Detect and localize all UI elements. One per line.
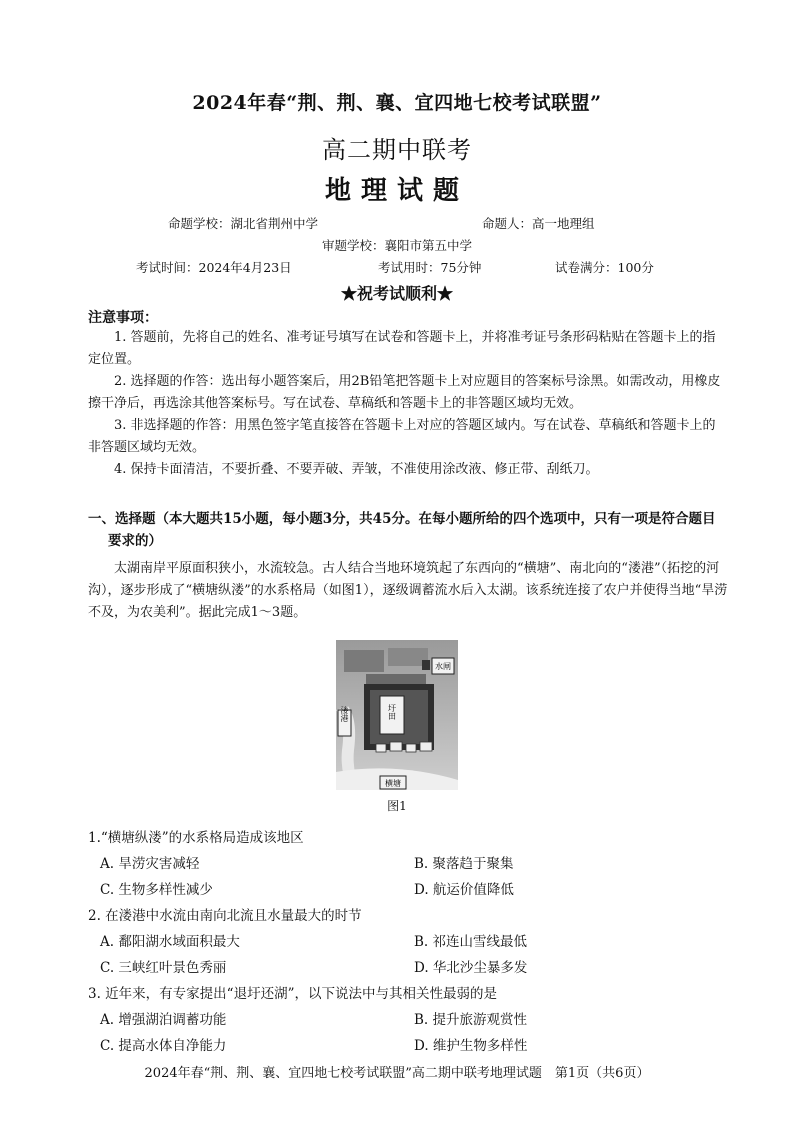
exam-subtitle: 高二期中联考 (322, 136, 472, 164)
figure-1-svg (336, 640, 458, 790)
question-3-option-d[interactable]: D. 维护生物多样性 (414, 1038, 528, 1054)
page-footer: 2024年春“荆、荆、襄、宜四地七校考试联盟”高二期中联考地理试题 第1页（共6页） (144, 1066, 650, 1081)
exam-duration: 考试用时：75分钟 (378, 260, 482, 275)
question-1-option-a[interactable]: A. 旱涝灾害减轻 (100, 856, 200, 872)
subject-title: 地理试题 (324, 176, 469, 206)
question-3-stem: 3. 近年来，有专家提出“退圩还湖”，以下说法中与其相关性最弱的是 (88, 986, 497, 1002)
setter-person: 命题人：高一地理组 (482, 216, 595, 231)
note-item-3: 3. 非选择题的作答：用黑色签字笔直接答在答题卡上对应的答题区域内。写在试卷、草稿纸和答题卡上的非答题区域均无效。 (88, 418, 716, 455)
house-4 (420, 742, 432, 751)
note-item-4: 4. 保持卡面清洁，不要折叠、不要弄破、弄皱，不准使用涂改液、修正带、刮纸刀。 (114, 462, 599, 477)
label-field: 圩田 (387, 704, 397, 720)
question-stem-passage: 太湖南岸平原面积狭小，水流较急。古人结合当地环境筑起了东西向的“横塘”、南北向的“溇港”（拓挖的河沟），逐步形成了“横塘纵溇”的水系格局（如图1），逐级调蓄流水后入太湖。该系统连接了农户并使得当地“旱涝不及，为农美利”。据此完成1～3题。 (88, 561, 728, 620)
label-sluice: 水闸 (435, 662, 451, 671)
review-school: 审题学校：襄阳市第五中学 (321, 238, 472, 253)
question-1-stem: 1.“横塘纵溇”的水系格局造成该地区 (88, 830, 304, 846)
question-2-option-c[interactable]: C. 三峡红叶景色秀丽 (100, 960, 227, 976)
house-2 (390, 742, 402, 751)
question-3-option-b[interactable]: B. 提升旅游观赏性 (414, 1012, 528, 1028)
good-luck-banner: ★祝考试顺利★ (340, 284, 453, 303)
figure-caption: 图1 (387, 799, 407, 813)
exam-alliance-title: 2024年春“荆、荆、襄、宜四地七校考试联盟” (192, 92, 602, 114)
full-score: 试卷满分：100分 (555, 260, 654, 275)
notes-heading: 注意事项： (88, 310, 158, 326)
question-2-stem: 2. 在溇港中水流由南向北流且水量最大的时节 (88, 908, 362, 924)
section-heading-line1: 一、选择题（本大题共15小题，每小题3分，共45分。在每小题所给的四个选项中，只有一项是符合题目 (88, 511, 716, 527)
section-heading (88, 508, 728, 552)
question-2-option-b[interactable]: B. 祁连山雪线最低 (414, 934, 528, 950)
label-hengtang: 横塘 (385, 779, 401, 788)
setter-school: 命题学校：湖北省荆州中学 (168, 216, 319, 231)
label-lougang: 溇港 (340, 706, 349, 722)
question-2-option-a[interactable]: A. 鄱阳湖水域面积最大 (100, 934, 240, 950)
note-item-1: 1. 答题前，先将自己的姓名、准考证号填写在试卷和答题卡上，并将准考证号条形码粘贴在答题卡上的指定位置。 (88, 330, 716, 367)
question-3-option-c[interactable]: C. 提高水体自净能力 (100, 1038, 227, 1054)
question-1-option-b[interactable]: B. 聚落趋于聚集 (414, 856, 514, 872)
exam-date: 考试时间：2024年4月23日 (136, 260, 292, 275)
far-field-left (344, 650, 384, 672)
house-1 (376, 744, 386, 752)
question-2-option-d[interactable]: D. 华北沙尘暴多发 (414, 960, 528, 976)
question-3-option-a[interactable]: A. 增强湖泊调蓄功能 (100, 1012, 227, 1028)
question-1-option-c[interactable]: C. 生物多样性减少 (100, 882, 213, 898)
section-heading-line2: 要求的） (108, 533, 162, 549)
note-item-2: 2. 选择题的作答：选出每小题答案后，用2B铅笔把答题卡上对应题目的答案标号涂黑。如需改动，用橡皮擦干净后，再选涂其他答案标号。写在试卷、草稿纸和答题卡上的非答题区域均无效。 (88, 374, 721, 411)
house-3 (406, 744, 416, 752)
sluice-building (422, 660, 430, 670)
figure-1-illustration (336, 640, 458, 790)
question-1-option-d[interactable]: D. 航运价值降低 (414, 882, 514, 898)
